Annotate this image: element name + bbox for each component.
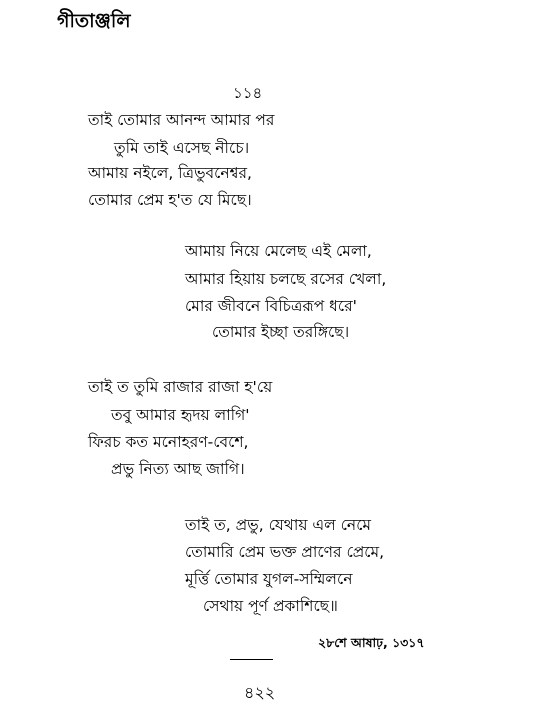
poem-line: তাই ত তুমি রাজার রাজা হ'য়ে <box>88 378 273 396</box>
poem-number: ১১৪ <box>233 84 263 102</box>
poem-line: আমায় নিয়ে মেলেছ এই মেলা, <box>185 242 372 260</box>
poem-line: সেথায় পূর্ণ প্রকাশিছে॥ <box>203 597 338 615</box>
poem-date: ২৮শে আষাঢ়, ১৩১৭ <box>318 635 425 650</box>
book-title: গীতাঞ্জলি <box>57 10 131 32</box>
poem-line: মোর জীবনে বিচিত্ররূপ ধরে' <box>185 297 357 315</box>
poem-line: আমার হিয়ায় চলছে রসের খেলা, <box>185 270 387 288</box>
poem-line: আমায় নইলে, ত্রিভুবনেশ্বর, <box>88 164 252 182</box>
poem-line: তবু আমার হৃদয় লাগি' <box>111 406 250 424</box>
poem-line: তুমি তাই এসেছ নীচে। <box>114 139 250 157</box>
poem-line: মূর্ত্তি তোমার যুগল-সম্মিলনে <box>185 570 353 588</box>
poem-line: তোমারি প্রেম ভক্ত প্রাণের প্রেমে, <box>185 543 385 561</box>
poem-line: ফিরচ কত মনোহরণ-বেশে, <box>88 433 249 451</box>
poem-line: তাই ত, প্রভু, যেথায় এল নেমে <box>185 516 372 534</box>
page-number: ৪২২ <box>244 683 276 702</box>
poem-line: তোমার প্রেম হ'ত যে মিছে। <box>88 191 252 209</box>
poem-line: প্রভু নিত্য আছ জাগি। <box>111 460 245 478</box>
poem-line: তোমার ইচ্ছা তরঙ্গিছে। <box>212 323 350 341</box>
poem-line: তাই তোমার আনন্দ আমার পর <box>88 111 275 129</box>
footer-rule <box>230 659 273 660</box>
